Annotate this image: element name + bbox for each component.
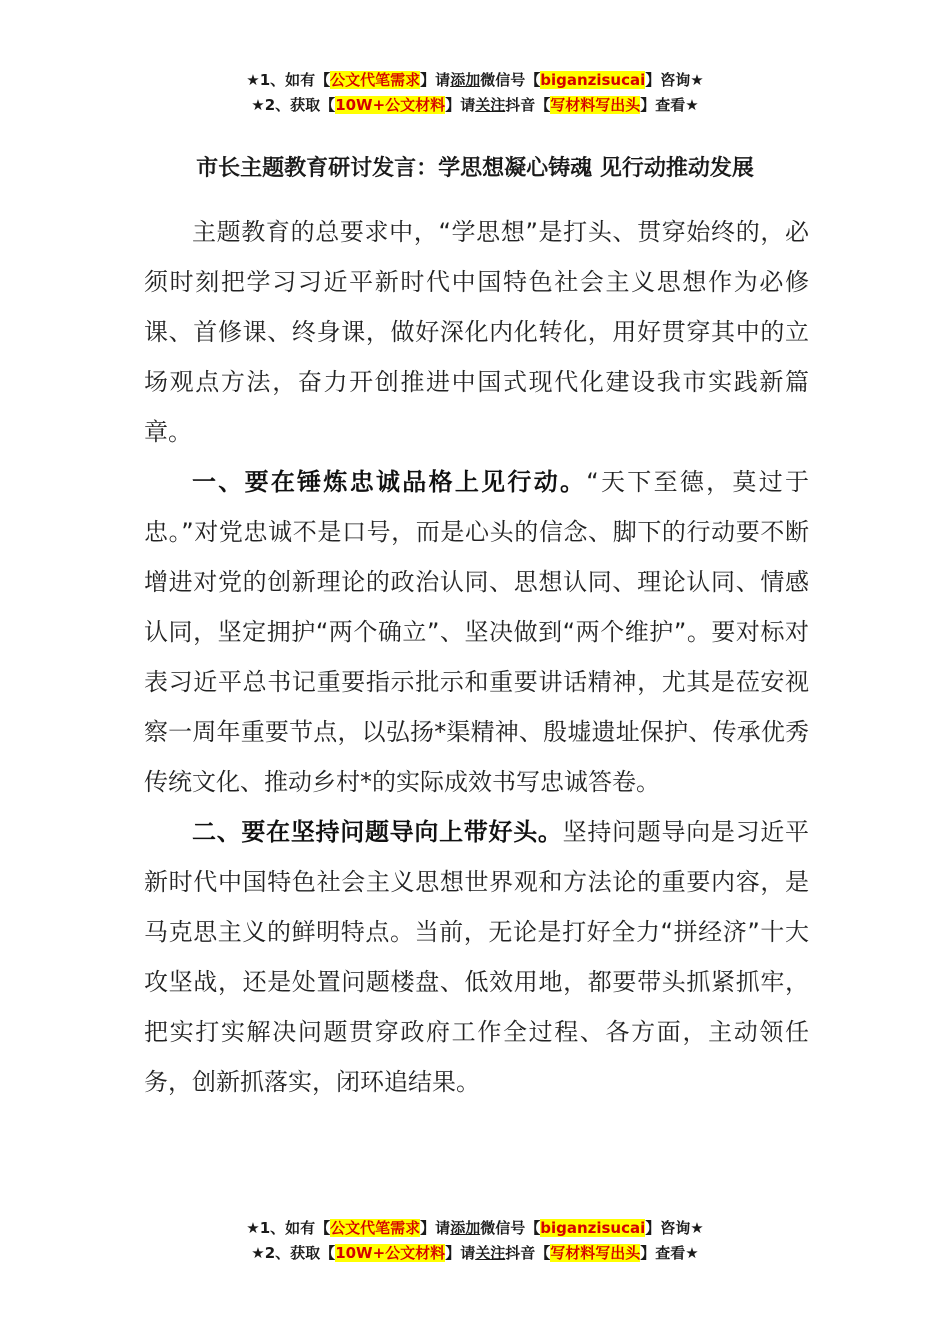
banner-text: ★2、获取【 [251, 96, 336, 114]
banner-highlight: 10W+公文材料 [335, 1244, 446, 1262]
banner-line-1 [0, 1216, 950, 1241]
banner-text: 抖音【 [505, 1244, 551, 1262]
document-title: 市长主题教育研讨发言：学思想凝心铸魂 见行动推动发展 [196, 156, 754, 181]
bottom-banner [0, 1216, 950, 1266]
banner-text: 】咨询★ [645, 1219, 704, 1237]
banner-highlight: 写材料写出头 [550, 1244, 641, 1262]
banner-underline: 添加 [450, 1219, 481, 1237]
banner-text: 】查看★ [640, 96, 699, 114]
banner-text: 】查看★ [640, 1244, 699, 1262]
paragraph-text: “天下至德，莫过于忠。”对党忠诚不是口号，而是心头的信念、脚下的行动要不断增进对党的创新理论的政治认同、思想认同、理论认同、情感认同，坚定拥护“两个确立”、坚决做到“两个维护”。要对标对表习近平总书记重要指示批示和重要讲话精神，尤其是莅安视察一周年重要节点，以弘扬*渠精神、殷墟遗址保护、传承优秀传统文化、推动乡村*的实际成效书写忠诚答卷。 [144, 468, 809, 796]
paragraph-text: 主题教育的总要求中，“学思想”是打头、贯穿始终的，必须时刻把学习习近平新时代中国特色社会主义思想作为必修课、首修课、终身课，做好深化内化转化，用好贯穿其中的立场观点方法，奋力开创推进中国式现代化建设我市实践新篇章。 [144, 218, 809, 446]
top-banner [0, 68, 950, 118]
banner-highlight: 10W+公文材料 [335, 96, 446, 114]
banner-text: 】请 [420, 71, 451, 89]
banner-underline: 关注 [475, 96, 506, 114]
paragraph [144, 457, 809, 807]
paragraph [144, 807, 809, 1107]
banner-text: 微信号【 [480, 71, 541, 89]
banner-highlight: 公文代笔需求 [330, 1219, 421, 1237]
document-body [144, 207, 809, 1107]
banner-underline: 添加 [450, 71, 481, 89]
banner-text: ★1、如有【 [246, 71, 331, 89]
banner-highlight: 写材料写出头 [550, 96, 641, 114]
banner-text: 抖音【 [505, 96, 551, 114]
banner-text: ★2、获取【 [251, 1244, 336, 1262]
banner-highlight: biganzisucai [540, 1219, 646, 1237]
banner-highlight: biganzisucai [540, 71, 646, 89]
paragraph-heading: 一、要在锤炼忠诚品格上见行动。 [192, 468, 587, 496]
paragraph-text: 坚持问题导向是习近平新时代中国特色社会主义思想世界观和方法论的重要内容，是马克思主义的鲜明特点。当前，无论是打好全力“拼经济”十大攻坚战，还是处置问题楼盘、低效用地，都要带头抓紧抓牢，把实打实解决问题贯穿政府工作全过程、各方面，主动领任务，创新抓落实，闭环追结果。 [144, 818, 809, 1096]
banner-text: 】请 [420, 1219, 451, 1237]
paragraph-heading: 二、要在坚持问题导向上带好头。 [192, 818, 563, 846]
banner-text: 】请 [445, 96, 476, 114]
paragraph [144, 207, 809, 457]
banner-text: 】咨询★ [645, 71, 704, 89]
banner-text: ★1、如有【 [246, 1219, 331, 1237]
banner-line-2 [0, 93, 950, 118]
banner-text: 】请 [445, 1244, 476, 1262]
banner-highlight: 公文代笔需求 [330, 71, 421, 89]
banner-text: 微信号【 [480, 1219, 541, 1237]
banner-underline: 关注 [475, 1244, 506, 1262]
banner-line-1 [0, 68, 950, 93]
banner-line-2 [0, 1241, 950, 1266]
